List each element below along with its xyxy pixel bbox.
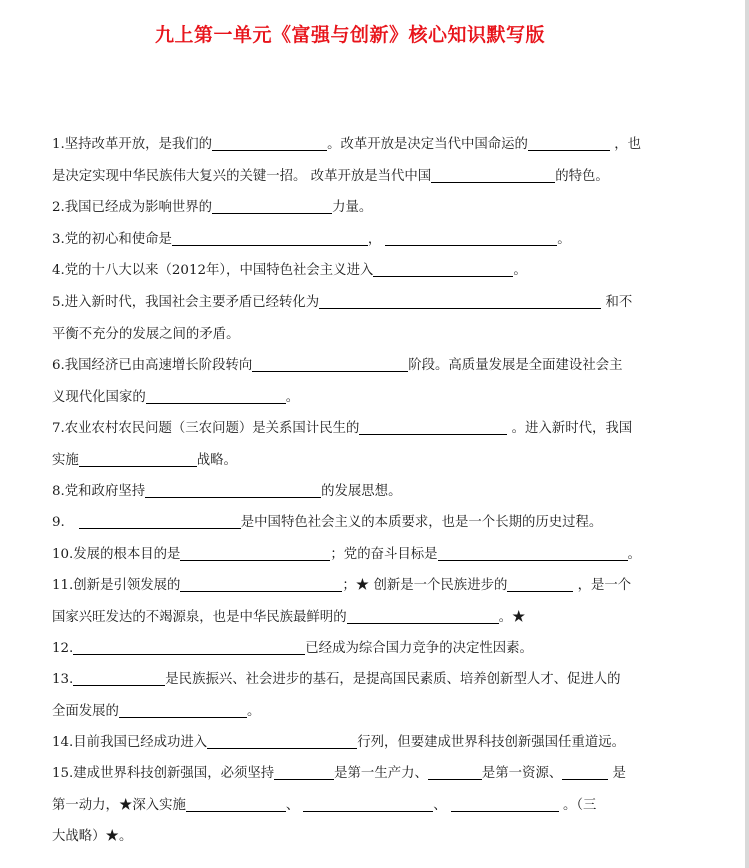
q1-blank-1[interactable] [212,134,327,151]
q15-blank-5[interactable] [303,795,433,812]
q13-blank-1[interactable] [73,669,165,686]
q14-text-2: 行列，但要建成世界科技创新强国任重道远。 [357,735,626,750]
q11-text-5: 。★ [498,609,526,625]
q3-blank-1[interactable] [172,229,368,246]
q4-text-1: 4.党的十八大以来（2012年），中国特色社会主义进入 [52,263,374,278]
q1-text-2: 。改革开放是决定当代中国命运的 [327,137,528,152]
question-2 [52,192,648,224]
q1-text-4: 是决定实现中华民族伟大复兴的关键一招。 改革开放是当代中国 [52,168,432,184]
q15-text-4: 是 [612,766,626,781]
q10-blank-2[interactable] [438,544,628,561]
q12-text-1: 12. [52,641,74,656]
q15-text-1: 15.建成世界科技创新强国，必须坚持 [52,766,275,781]
q1-blank-3[interactable] [431,166,555,183]
q1-text-5: 的特色。 [555,168,609,184]
q7-blank-1[interactable] [359,418,507,435]
question-8 [52,476,648,508]
q15-blank-4[interactable] [186,795,286,812]
q4-text-2: 。 [513,263,527,278]
q15-blank-3[interactable] [562,763,608,780]
q9-blank-1[interactable] [79,512,241,529]
q7-text-4: 战略。 [196,452,237,468]
page-title: 九上第一单元《富强与创新》核心知识默写版 [154,24,545,46]
question-7 [52,413,648,476]
q5-text-2: 和不 [605,295,633,310]
q8-blank-1[interactable] [145,481,321,498]
q1-text-3: ，也 [614,137,641,152]
question-13 [52,664,648,727]
q12-blank-1[interactable] [73,638,305,655]
q14-text-1: 14.目前我国已经成功进入 [52,735,208,750]
q6-blank-2[interactable] [146,387,286,404]
q11-text-2: ；★ 创新是一个民族进步的 [342,578,508,593]
question-11 [52,570,648,633]
q11-text-3: ，是一个 [577,578,632,593]
q2-blank-1[interactable] [212,197,332,214]
question-5 [52,287,648,350]
q10-text-1: 10.发展的根本目的是 [52,547,181,562]
q12-text-2: 已经成为综合国力竞争的决定性因素。 [305,641,533,656]
q11-blank-2[interactable] [507,575,573,592]
q2-text-2: 力量。 [332,200,373,215]
q3-text-3: 。 [557,232,571,247]
q3-text-1: 3.党的初心和使命是 [52,232,172,247]
q13-text-3: 全面发展的 [52,703,119,719]
q10-text-2: ；党的奋斗目标是 [330,547,438,562]
q8-text-1: 8.党和政府坚持 [52,484,146,499]
question-15 [52,758,648,853]
question-4 [52,255,648,287]
q15-text-8: 。（三 [562,797,597,813]
q5-text-1: 5.进入新时代，我国社会主要矛盾已经转化为 [52,295,320,310]
q13-text-1: 13. [52,672,74,687]
page-edge [745,0,749,868]
q2-text-1: 2.我国已经成为影响世界的 [52,200,213,215]
q11-text-1: 11.创新是引领发展的 [52,578,181,593]
q1-text-1: 1.坚持改革开放，是我们的 [52,137,213,152]
q15-text-3: 是第一资源、 [481,766,563,781]
q6-blank-1[interactable] [252,355,408,372]
q14-blank-1[interactable] [207,732,357,749]
q15-text-6: 、 [285,797,300,813]
q6-text-1: 6.我国经济已由高速增长阶段转向 [52,358,253,373]
q7-text-3: 实施 [52,452,79,468]
q15-blank-2[interactable] [428,763,482,780]
question-14 [52,727,648,759]
q5-text-3: 平衡不充分的发展之间的矛盾。 [52,326,240,342]
q13-text-4: 。 [246,703,261,719]
q11-text-4: 国家兴旺发达的不竭源泉，也是中华民族最鲜明的 [52,609,347,625]
q7-text-1: 7.农业农村农民问题（三农问题）是关系国计民生的 [52,421,360,436]
q4-blank-1[interactable] [373,260,513,277]
question-6 [52,350,648,413]
q11-blank-3[interactable] [347,607,499,624]
q8-text-2: 的发展思想。 [321,484,402,499]
q9-text-2: 是中国特色社会主义的本质要求，也是一个长期的历史过程。 [240,515,603,530]
q7-blank-2[interactable] [79,450,197,467]
q15-text-2: 是第一生产力、 [334,766,428,781]
question-1 [52,129,648,192]
q6-text-4: 。 [285,389,300,405]
q3-text-2: ， [367,232,382,247]
q13-text-2: 是民族振兴、社会进步的基石，是提高国民素质、培养创新型人才、促进人的 [165,672,621,687]
q6-text-2: 阶段。高质量发展是全面建设社会主 [408,358,623,373]
q15-text-9: 大战略）★。 [52,829,133,844]
q5-blank-1[interactable] [319,292,601,309]
question-9 [52,507,648,539]
q13-blank-2[interactable] [119,701,247,718]
q7-text-2: 。进入新时代，我国 [511,421,633,436]
q15-text-7: 、 [433,797,447,813]
question-12 [52,633,648,665]
q10-blank-1[interactable] [180,544,330,561]
q10-text-3: 。 [627,547,641,562]
q3-blank-2[interactable] [385,229,557,246]
question-10 [52,539,648,571]
q1-blank-2[interactable] [528,134,610,151]
q15-text-5: 第一动力，★深入实施 [52,797,186,813]
q11-blank-1[interactable] [180,575,342,592]
q15-blank-1[interactable] [274,763,334,780]
q15-blank-6[interactable] [451,795,559,812]
q9-text-1: 9. [52,515,65,530]
q6-text-3: 义现代化国家的 [52,389,146,405]
question-3 [52,224,648,256]
